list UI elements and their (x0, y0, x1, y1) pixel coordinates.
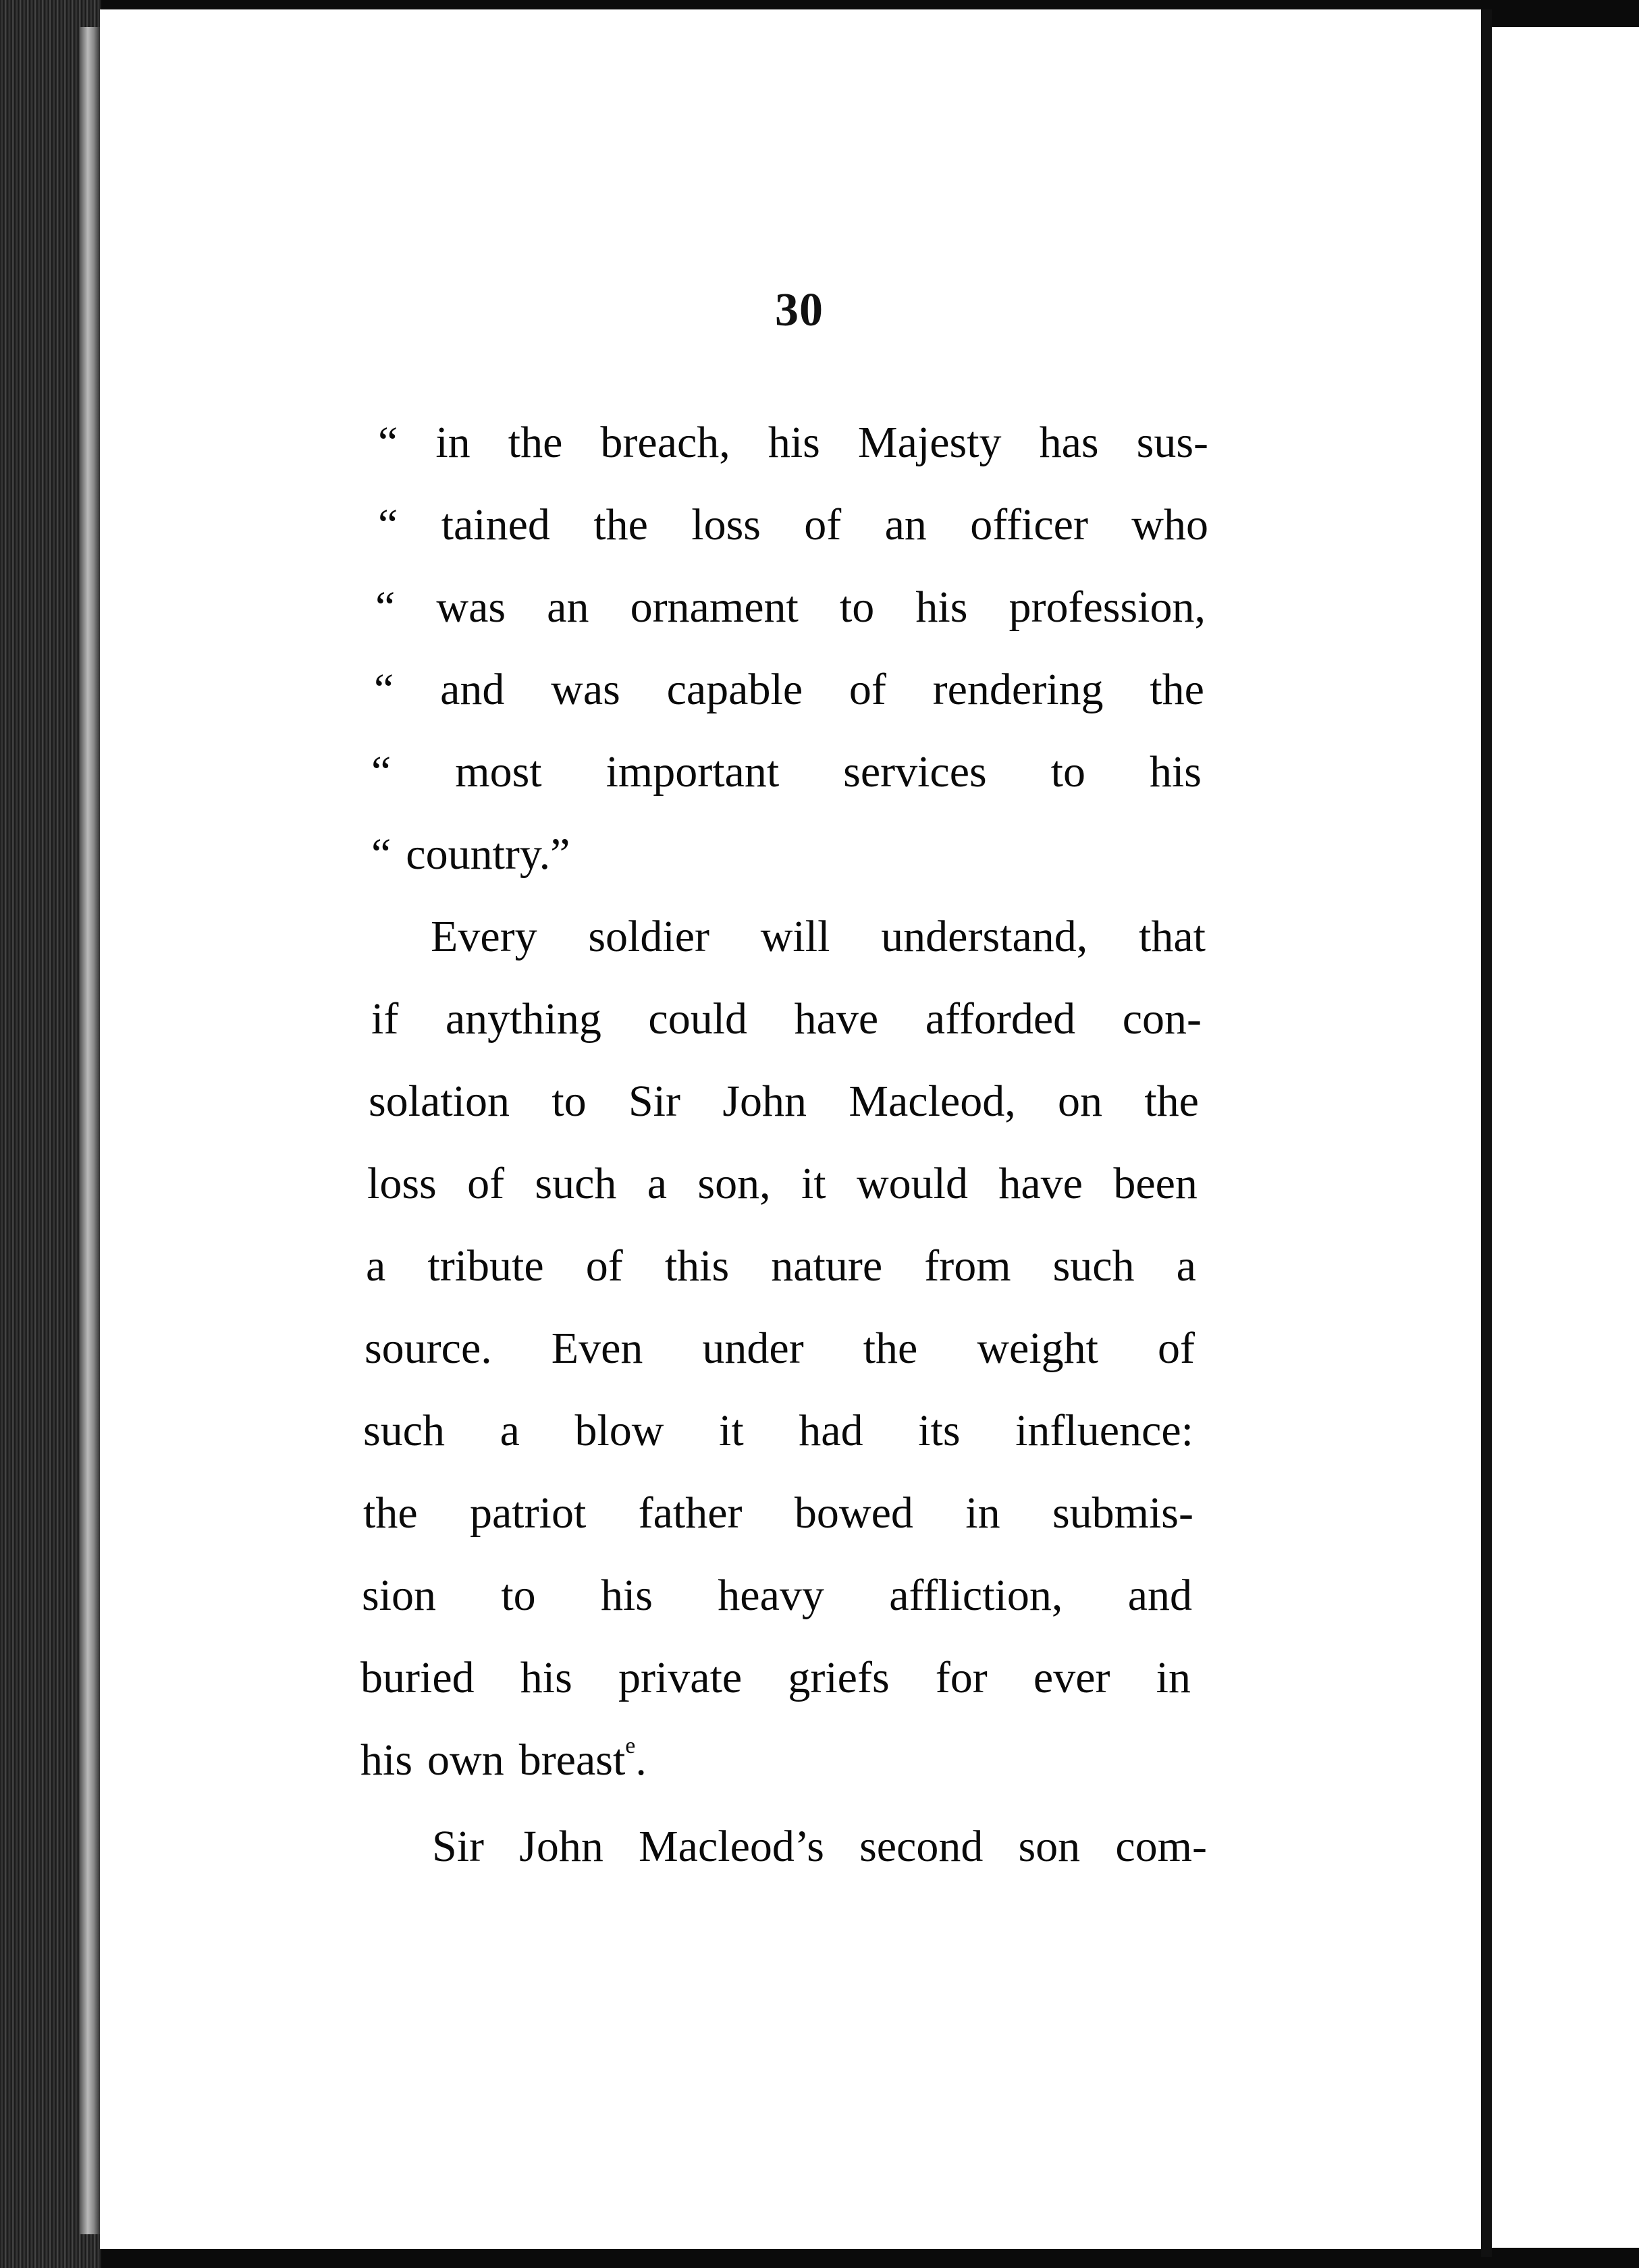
word: source. (365, 1324, 492, 1373)
word: Every (431, 912, 537, 961)
text-line (365, 1307, 1195, 1390)
word: submis- (1052, 1488, 1193, 1538)
word: its (918, 1406, 961, 1455)
text-line (374, 649, 1204, 731)
word: such (363, 1406, 445, 1455)
word: of (467, 1159, 505, 1208)
word: in (965, 1488, 1000, 1538)
word: tained (441, 500, 550, 549)
text-line (371, 731, 1202, 813)
word: sus- (1136, 418, 1208, 467)
word: to (839, 583, 875, 632)
word: had (799, 1406, 863, 1455)
word: bowed (794, 1488, 913, 1538)
word: been (1113, 1159, 1198, 1208)
word: com- (1115, 1822, 1207, 1871)
word: it (719, 1406, 744, 1455)
text-line (362, 1555, 1192, 1637)
word: would (857, 1159, 969, 1208)
word: the (863, 1324, 918, 1373)
text-line (367, 1143, 1198, 1225)
word: Macleod’s (639, 1822, 824, 1871)
word: such (1052, 1241, 1135, 1291)
word: loss (367, 1159, 437, 1208)
word: con- (1122, 994, 1202, 1044)
next-leaf-edge (1492, 27, 1639, 2248)
word: a (500, 1406, 520, 1455)
word: “ (371, 747, 392, 796)
word: “ (371, 830, 392, 879)
word: blow (574, 1406, 664, 1455)
word: for (935, 1653, 988, 1702)
word: important (606, 747, 780, 796)
text-line (360, 1637, 1191, 1719)
word: breach, (600, 418, 730, 467)
word: under (702, 1324, 804, 1373)
word: son, (697, 1159, 771, 1208)
word: private (618, 1653, 743, 1702)
word: buried (360, 1653, 475, 1702)
word: it (801, 1159, 826, 1208)
word: a (366, 1241, 386, 1291)
word: an (547, 583, 589, 632)
word: the (1150, 665, 1204, 714)
word: his (600, 1571, 653, 1620)
word: “ (378, 500, 398, 549)
word: griefs (788, 1653, 890, 1702)
text-line (360, 1719, 1191, 1802)
word: “ (374, 665, 394, 714)
word: son (1018, 1822, 1081, 1871)
page-number: 30 (775, 284, 824, 336)
word: from (924, 1241, 1011, 1291)
word: on (1058, 1077, 1103, 1126)
word: his (1149, 747, 1202, 796)
text-line (378, 484, 1208, 566)
word: tribute (427, 1241, 544, 1291)
word: to (1050, 747, 1086, 796)
word: anything (445, 994, 601, 1044)
word: breast$^e$. (518, 1733, 647, 1785)
word: Even (551, 1324, 643, 1373)
word: this (664, 1241, 730, 1291)
footnote-marker: e (625, 1733, 636, 1758)
word: John (519, 1822, 603, 1871)
word: of (585, 1241, 623, 1291)
word: of (804, 500, 842, 549)
text-line (371, 813, 1202, 896)
word: Macleod, (849, 1077, 1016, 1126)
text-line (363, 1390, 1193, 1472)
word: Sir (432, 1822, 485, 1871)
word: soldier (588, 912, 709, 961)
word: if (371, 994, 399, 1044)
word: services (843, 747, 987, 796)
word: heavy (718, 1571, 824, 1620)
word: the (363, 1488, 418, 1538)
word: the (508, 418, 563, 467)
word: who (1131, 500, 1208, 549)
word: country.” (406, 830, 570, 879)
word: affliction, (889, 1571, 1063, 1620)
word: has (1039, 418, 1099, 467)
word: and (1127, 1571, 1192, 1620)
text-line (371, 978, 1202, 1060)
word: father (638, 1488, 743, 1538)
word: the (593, 500, 648, 549)
gutter-shadow (1481, 9, 1492, 2257)
text-line (375, 566, 1206, 649)
word: of (849, 665, 886, 714)
text-line (375, 896, 1206, 978)
word: solation (369, 1077, 510, 1126)
word: and (440, 665, 505, 714)
word: his (520, 1653, 572, 1702)
word: in (435, 418, 471, 467)
word: rendering (932, 665, 1104, 714)
word: such (535, 1159, 617, 1208)
word: that (1139, 912, 1206, 961)
word: loss (691, 500, 761, 549)
word: weight (977, 1324, 1098, 1373)
word: John (722, 1077, 807, 1126)
word: was (551, 665, 620, 714)
body-text (360, 402, 1208, 1888)
text-line (369, 1060, 1199, 1143)
word: sion (362, 1571, 437, 1620)
word: to (552, 1077, 587, 1126)
word: Sir (628, 1077, 680, 1126)
word: profession, (1009, 583, 1206, 632)
word: “ (378, 418, 398, 467)
word: Majesty (857, 418, 1002, 467)
word: understand, (881, 912, 1088, 961)
word: in (1156, 1653, 1191, 1702)
word: nature (771, 1241, 883, 1291)
word: of (1158, 1324, 1195, 1373)
word: a (1176, 1241, 1196, 1291)
word: his (768, 418, 820, 467)
word: a (647, 1159, 668, 1208)
word: an (884, 500, 927, 549)
word: his (915, 583, 968, 632)
word: have (794, 994, 879, 1044)
word: to (501, 1571, 536, 1620)
word: most (455, 747, 542, 796)
word: could (648, 994, 748, 1044)
word: the (1144, 1077, 1199, 1126)
word: was (436, 583, 506, 632)
text-line (378, 402, 1208, 484)
word: officer (970, 500, 1088, 549)
text-line (366, 1225, 1196, 1307)
text-line (363, 1472, 1193, 1555)
word: second (859, 1822, 984, 1871)
word: afforded (925, 994, 1076, 1044)
word: have (998, 1159, 1083, 1208)
page-edges-stack (80, 27, 100, 2234)
word: own (427, 1735, 504, 1785)
word: his (360, 1735, 413, 1785)
word: will (760, 912, 830, 961)
word: ever (1033, 1653, 1110, 1702)
word: patriot (470, 1488, 587, 1538)
word: influence: (1015, 1406, 1193, 1455)
word: ornament (630, 583, 799, 632)
punctuation: . (635, 1735, 647, 1785)
word: “ (375, 583, 396, 632)
text-line (377, 1806, 1207, 1888)
word: capable (666, 665, 803, 714)
